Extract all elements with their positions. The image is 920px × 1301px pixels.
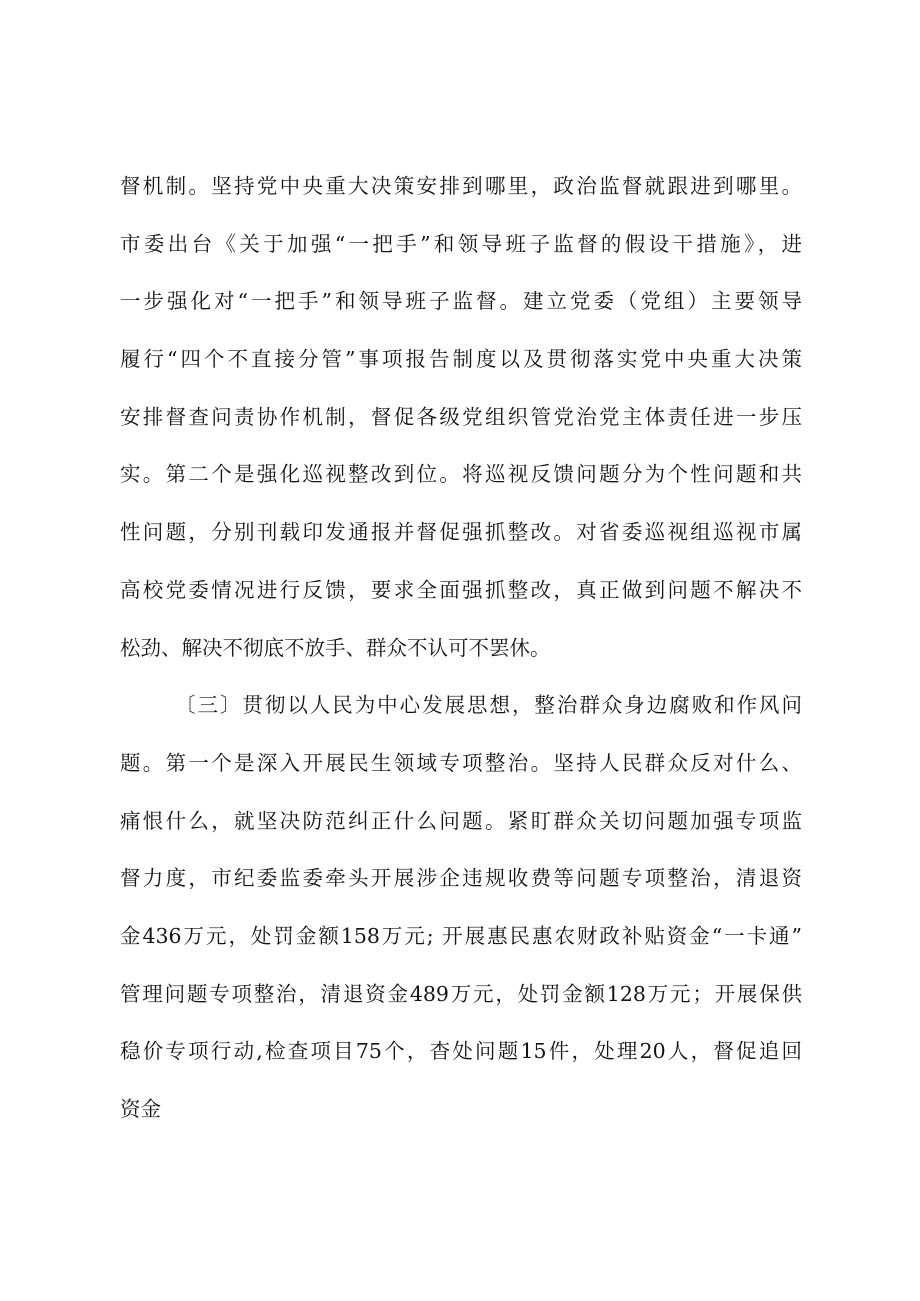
text-line: 高校党委情况进行反馈，要求全面强抓整改，真正做到问题不解决不 (120, 577, 802, 602)
text-line: 履行“四个不直接分管”事项报告制度以及贯彻落实党中央重大决策 (120, 347, 802, 372)
text-line: 金436万元，处罚金额158万元; 开展惠民惠农财政补贴资金“一卡通” (120, 923, 802, 948)
text-line: 松劲、解决不彻底不放手、群众不认可不罢休。 (120, 635, 551, 660)
text-line: 市委出台《关于加强“一把手”和领导班子监督的假设干措施》，进 (120, 231, 802, 256)
text-line: 一步强化对“一把手”和领导班子监督。建立党委（党组）主要领导 (120, 289, 802, 314)
text-line: 管理问题专项整治，清退资金489万元，处罚金额128万元；开展保供 (120, 981, 802, 1006)
text-line: 督力度，市纪委监委牵头开展涉企违规收费等问题专项整治，清退资 (120, 866, 802, 891)
text-line: 资金 (120, 1097, 161, 1121)
text-line: 性问题，分别刊载印发通报并督促强抓整改。对省委巡视组巡视市属 (120, 520, 802, 545)
text-line: 稳价专项行动,检查项目75个，杳处问题15件，处理20人，督促追回 (120, 1039, 802, 1064)
text-line: 督机制。坚持党中央重大决策安排到哪里，政治监督就跟进到哪里。 (120, 174, 802, 198)
paragraph-1 (120, 158, 802, 677)
paragraph-2 (120, 677, 802, 1139)
text-line: 安排督查问责协作机制，督促各级党组织管党治党主体责任进一步压 (120, 404, 802, 429)
text-line: 痛恨什么，就坚决防范纠正什么问题。紧盯群众关切问题加强专项监 (120, 808, 802, 833)
text-line: 实。第二个是强化巡视整改到位。将巡视反馈问题分为个性问题和共 (120, 462, 802, 487)
document-body (120, 158, 802, 1139)
text-line: 题。第一个是深入开展民生领域专项整治。坚持人民群众反对什么、 (120, 750, 802, 775)
section-heading-line: 〔三〕贯彻以人民为中心发展思想，整治群众身边腐败和作风问 (175, 693, 802, 718)
